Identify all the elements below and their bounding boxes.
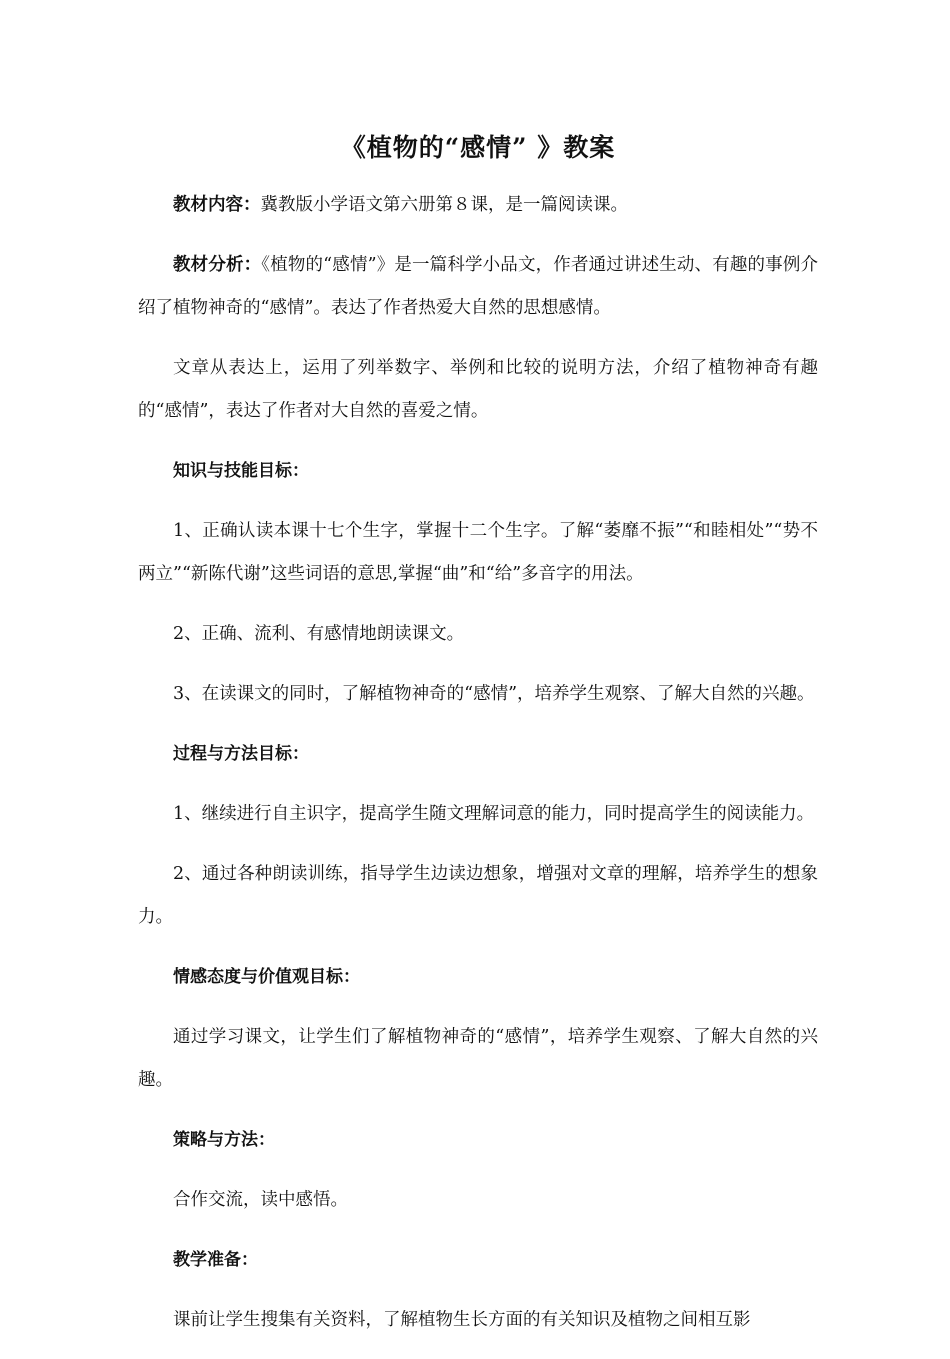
material-analysis-label: 教材分析：: [173, 255, 262, 275]
knowledge-heading: 知识与技能目标：: [173, 461, 309, 481]
process-heading: 过程与方法目标：: [173, 744, 309, 764]
process-item: 2、通过各种朗读训练，指导学生边读边想象，增强对文章的理解，培养学生的想象力。: [138, 864, 818, 927]
process-item: 1、继续进行自主识字，提高学生随文理解词意的能力，同时提高学生的阅读能力。: [173, 804, 815, 824]
material-analysis-text: 《植物的“感情”》是一篇科学小品文，作者通过讲述生动、有趣的事例介绍了植物神奇的“感情”。表达了作者热爱大自然的思想感情。: [138, 255, 818, 318]
knowledge-item: 2、正确、流利、有感情地朗读课文。: [173, 624, 465, 644]
expression-paragraph: 文章从表达上，运用了列举数字、举例和比较的说明方法，介绍了植物神奇有趣的“感情”，表达了作者对大自然的喜爱之情。: [138, 358, 818, 421]
strategy-heading: 策略与方法：: [173, 1130, 275, 1150]
strategy-paragraph: 合作交流，读中感悟。: [173, 1190, 348, 1210]
material-analysis-paragraph: [138, 244, 818, 330]
emotion-paragraph: 通过学习课文，让学生们了解植物神奇的“感情”，培养学生观察、了解大自然的兴趣。: [138, 1027, 818, 1090]
material-content-text: 冀教版小学语文第六册第８课，是一篇阅读课。: [260, 195, 628, 215]
preparation-paragraph: 课前让学生搜集有关资料，了解植物生长方面的有关知识及植物之间相互影: [173, 1310, 751, 1330]
document-page: [138, 128, 818, 1359]
preparation-heading: 教学准备：: [173, 1250, 258, 1270]
document-title: 《植物的“感情” 》教案: [340, 133, 616, 162]
knowledge-item: 3、在读课文的同时，了解植物神奇的“感情”，培养学生观察、了解大自然的兴趣。: [173, 684, 815, 704]
knowledge-item: 1、正确认读本课十七个生字，掌握十二个生字。了解“萎靡不振”“和睦相处”“势不两立”“新陈代谢”这些词语的意思,掌握“曲”和“给”多音字的用法。: [138, 521, 818, 584]
material-content-label: 教材内容：: [173, 195, 261, 215]
material-content-paragraph: [138, 184, 818, 227]
emotion-heading: 情感态度与价值观目标：: [173, 967, 360, 987]
